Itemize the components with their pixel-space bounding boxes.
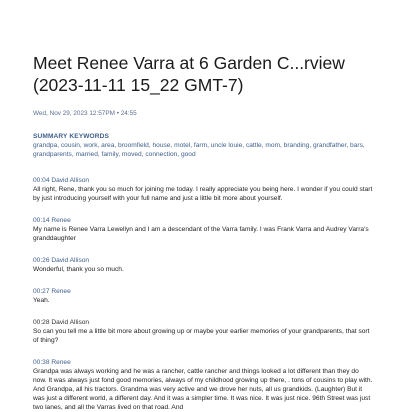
utterance-text: Grandpa was always working and he was a rancher, cattle rancher and things looked a lot different than they do now. It was always just fond good memories, always of my childhood growing up there, . tons of cousins to play with. And Grandpa, all his tractors. Grandma was very active and we drove her nuts, all us grandkids. (Laughter) But it was just a different world, a different day. And it was a simpler time. It was nice. It was just nice. 96th Street was just two lanes, and all the Varras lived on that road. And bbox=[33, 368, 373, 411]
utterance-text: All right, Rene, thank you so much for joining me today. I really appreciate you being here. I wonder if you could start by just introducing yourself with your full name and just a little bit more about yourself. bbox=[33, 186, 373, 202]
utterance-text: Wonderful, thank you so much. bbox=[33, 266, 124, 273]
utterance-text: My name is Renee Varra Lewellyn and I am a descendant of the Varra family. I was Frank Varra and Audrey Varra's granddaughter bbox=[33, 226, 369, 242]
speaker-timestamp: 00:14 Renee bbox=[33, 217, 71, 224]
document-date-duration: Wed, Nov 29, 2023 12:57PM • 24:55 bbox=[33, 110, 137, 117]
transcript-turn bbox=[33, 318, 400, 345]
speaker-timestamp: 00:26 David Allison bbox=[33, 257, 90, 264]
speaker-timestamp: 00:04 David Allison bbox=[33, 177, 90, 184]
transcript-turn bbox=[33, 287, 400, 305]
transcript-turn bbox=[33, 216, 400, 243]
speaker-timestamp: 00:27 Renee bbox=[33, 288, 71, 295]
speaker-timestamp: 00:38 Renee bbox=[33, 359, 71, 366]
speaker-timestamp: 00:28 David Allison bbox=[33, 319, 90, 326]
transcript-turn bbox=[33, 176, 400, 203]
summary-keywords-heading: SUMMARY KEYWORDS bbox=[33, 133, 109, 140]
transcript-turn bbox=[33, 358, 400, 412]
utterance-text: Yeah. bbox=[33, 297, 50, 304]
transcript-turn bbox=[33, 256, 400, 274]
summary-keywords-list: grandpa, cousin, work, area, broomfield, house, motel, farm, uncle louie, cattle, mom, branding, grandfather, bars, grandparents, married, family, moved, connection, good bbox=[33, 142, 365, 158]
document-title: Meet Renee Varra at 6 Garden C...rview (2023-11-11 15_22 GMT-7) bbox=[33, 53, 345, 95]
utterance-text: So can you tell me a little bit more about growing up or maybe your earlier memories of your grandparents, that sort of thing? bbox=[33, 328, 370, 344]
